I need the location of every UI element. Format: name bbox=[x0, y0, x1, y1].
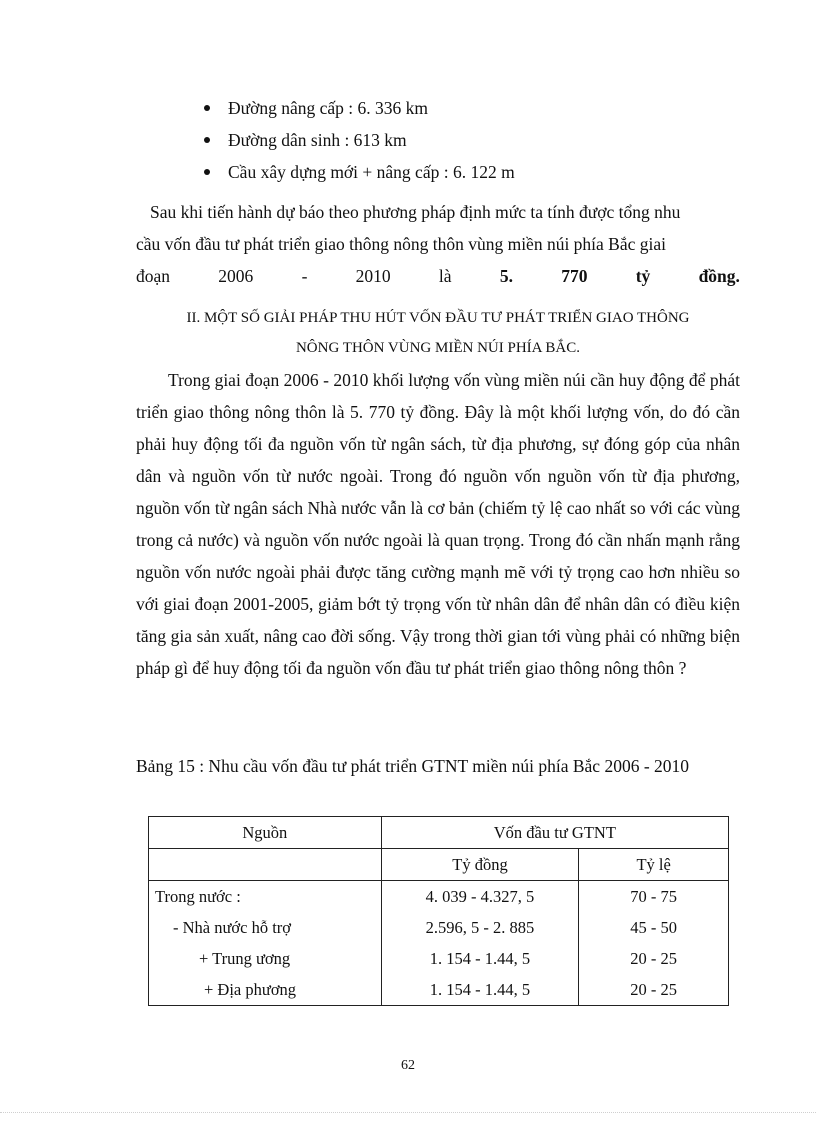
bullet-item: Đường nâng cấp : 6. 336 km bbox=[198, 92, 758, 124]
table-cell-label: - Nhà nước hỗ trợ bbox=[149, 912, 382, 943]
table-header-ratio: Tỷ lệ bbox=[579, 849, 729, 881]
bullet-item: Cầu xây dựng mới + nâng cấp : 6. 122 m bbox=[198, 156, 758, 188]
intro-word: là bbox=[438, 266, 452, 286]
table-cell-label: Trong nước : bbox=[149, 881, 382, 913]
table-header-source: Nguồn bbox=[149, 817, 382, 849]
section-heading-line-1: II. MỘT SỐ GIẢI PHÁP THU HÚT VỐN ĐẦU TƯ PHÁT TRIỂN GIAO THÔNG bbox=[186, 310, 690, 326]
table-cell-ratio: 20 - 25 bbox=[579, 943, 729, 974]
section-heading-line-2: NÔNG THÔN VÙNG MIỀN NÚI PHÍA BẮC. bbox=[295, 340, 581, 356]
table-cell-amount: 4. 039 - 4.327, 5 bbox=[381, 881, 579, 913]
intro-word: đoạn bbox=[136, 266, 171, 286]
page-number: 62 bbox=[401, 1058, 415, 1073]
bullet-list bbox=[198, 92, 758, 188]
table-subheader-row bbox=[149, 849, 729, 881]
table-row bbox=[149, 912, 729, 943]
intro-word: 770 bbox=[561, 266, 588, 286]
intro-word: - bbox=[301, 266, 308, 286]
bullet-item: Đường dân sinh : 613 km bbox=[198, 124, 758, 156]
intro-line-1: Sau khi tiến hành dự báo theo phương pháp định mức ta tính được tổng nhu bbox=[150, 202, 681, 222]
table-header-row bbox=[149, 817, 729, 849]
intro-line-2: cầu vốn đầu tư phát triển giao thông nông thôn vùng miền núi phía Bắc giai bbox=[136, 234, 667, 254]
intro-line-3 bbox=[136, 260, 740, 292]
table-cell-label: + Trung ương bbox=[149, 943, 382, 974]
intro-word: đồng. bbox=[698, 266, 740, 286]
intro-word: 2010 bbox=[355, 266, 391, 286]
table-cell-ratio: 20 - 25 bbox=[579, 974, 729, 1006]
page-bottom-divider bbox=[0, 1112, 816, 1113]
investment-table bbox=[148, 816, 729, 1006]
table-row bbox=[149, 974, 729, 1006]
table-cell-ratio: 70 - 75 bbox=[579, 881, 729, 913]
table-caption: Bảng 15 : Nhu cầu vốn đầu tư phát triển GTNT miền núi phía Bắc 2006 - 2010 bbox=[136, 756, 690, 776]
table-row bbox=[149, 943, 729, 974]
intro-paragraph bbox=[136, 196, 740, 292]
intro-word: tỷ bbox=[635, 266, 651, 286]
body-paragraph: Trong giai đoạn 2006 - 2010 khối lượng vốn vùng miền núi cần huy động để phát triển giao thông nông thôn là 5. 770 tỷ đồng. Đây là một khối lượng vốn, do đó cần phải huy động tối đa nguồn vốn từ ngân sách, từ địa phương, sự đóng góp của nhân dân và nguồn vốn từ nước ngoài. Trong đó nguồn vốn nguồn vốn từ địa phương, nguồn vốn từ ngân sách Nhà nước vẫn là cơ bản (chiếm tỷ lệ cao nhất so với các vùng trong cả nước) và nguồn vốn nước ngoài là quan trọng. Trong đó cần nhấn mạnh rằng nguồn vốn nước ngoài phải được tăng cường mạnh mẽ với tỷ trọng cao hơn nhiều so với giai đoạn 2001-2005, giảm bớt tỷ trọng vốn từ nhân dân để nhân dân có điều kiện tăng gia sản xuất, nâng cao đời sống. Vậy trong thời gian tới vùng phải có những biện pháp gì để huy động tối đa nguồn vốn đầu tư phát triển giao thông nông thôn ? bbox=[136, 370, 740, 678]
table-header-amount: Tỷ đồng bbox=[381, 849, 579, 881]
table-cell-label: + Địa phương bbox=[149, 974, 382, 1006]
table-cell-amount: 2.596, 5 - 2. 885 bbox=[381, 912, 579, 943]
table-header-empty bbox=[149, 849, 382, 881]
table-cell-amount: 1. 154 - 1.44, 5 bbox=[381, 974, 579, 1006]
table-cell-ratio: 45 - 50 bbox=[579, 912, 729, 943]
intro-word: 2006 bbox=[218, 266, 254, 286]
table-cell-amount: 1. 154 - 1.44, 5 bbox=[381, 943, 579, 974]
table-header-group: Vốn đầu tư GTNT bbox=[381, 817, 728, 849]
intro-word: 5. bbox=[499, 266, 513, 286]
section-heading bbox=[136, 303, 740, 363]
table-row bbox=[149, 881, 729, 913]
